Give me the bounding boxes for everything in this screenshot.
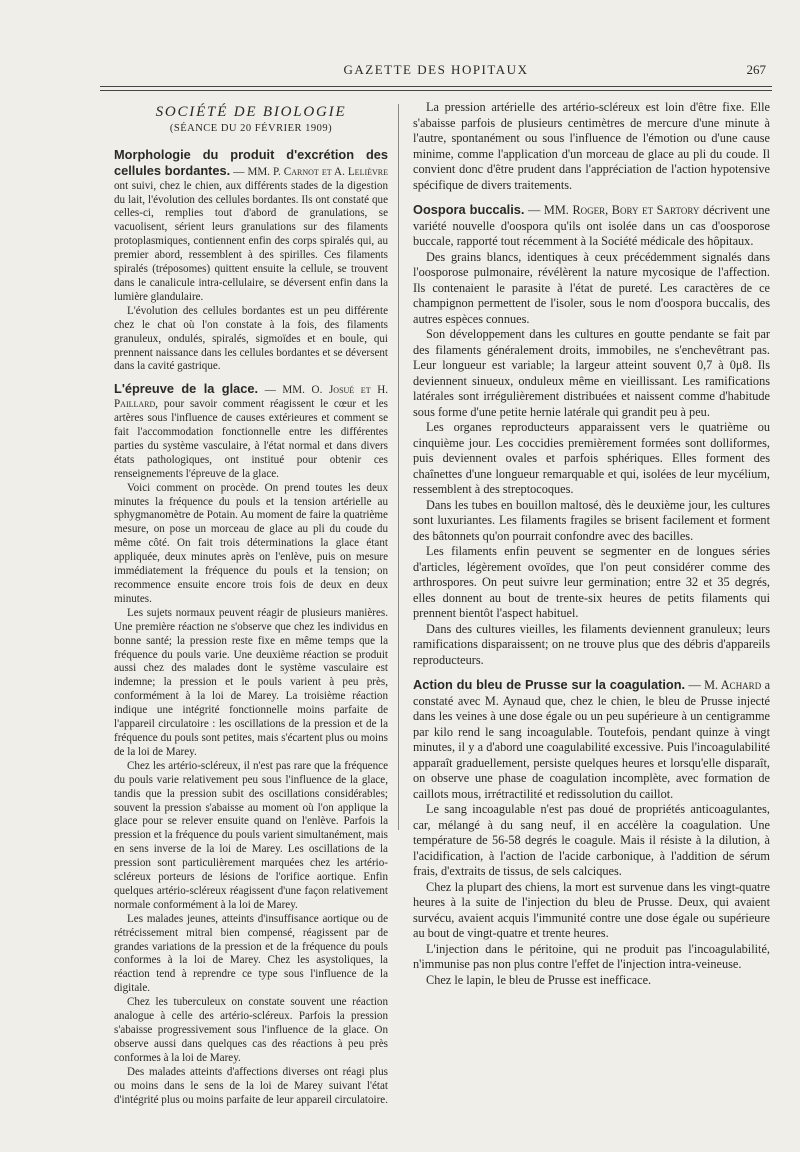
page-number: 267 [746,62,766,77]
article-authors: — MM. P. Carnot et A. Lelièvre [233,165,389,178]
paragraph: Les malades jeunes, atteints d'insuffisance aortique ou de rétrécissement mitral bien compensé, réagissent par de grandes variations de la pression et de la fréquence du pouls conformes à la loi de Marey. Chez les asystoliques, la réaction tend à reprendre ce type sous l'influence de la digitale. [114,912,388,995]
paragraph: ont suivi, chez le chien, aux différents stades de la digestion du lait, l'évolution des cellules bordantes. Ils ont constaté que celles-ci, remplies tout d'abord de granulations, se vacuolisent, sérient leurs granulations sur des filaments protoplasmiques, contiennent enfin des corps spiralés qui, au premier abord, ressemblent à des spirilles. Ces filaments spiralés (tréposomes) quittent ensuite la cellule, se trouvent dans le canalicule intra-cellulaire, se déversent enfin dans la lumière glandulaire. [114,179,388,303]
paragraph: L'injection dans le péritoine, qui ne produit pas l'incoagulabilité, n'immunise pas non plus contre l'effet de l'injection intra-veineuse. [413,941,770,971]
left-column [114,100,388,1107]
paragraph: Les sujets normaux peuvent réagir de plusieurs manières. Une première réaction ne s'observe que chez les individus en bonne santé; la pression reste fixe en même temps que la fréquence du pouls varie. Une deuxième réaction se produit aussi chez des malades dont le système vasculaire est indemne; la pression et le pouls varient à peu près, conformément à la loi de Marey. La troisième réaction indique une intégrité fonctionnelle moins parfaite de l'appareil circulatoire : les oscillations de la pression et de la fréquence du pouls sont petites, mais s'écartent plus ou moins de la loi de Marey. [114,606,388,758]
paragraph: La pression artérielle des artério-scléreux est loin d'être fixe. Elle s'abaisse parfois de plusieurs centimètres de mercure d'une minute à l'autre, spontanément ou sous l'influence de l'émotion ou d'une cause minime, comme l'application d'un morceau de glace au pli du coude. Il convient donc d'être prudent dans l'appréciation de l'action hypotensive spécifique de divers traitements. [413,100,770,192]
right-column [413,100,770,988]
paragraph: Chez les artério-scléreux, il n'est pas rare que la fréquence du pouls varie relativement peu sous l'influence de la glace, tandis que la pression subit des oscillations considérables; souvent la pression s'abaisse au moment où l'on applique la glace pour se relever ensuite quand on l'enlève. Parfois la pression et la fréquence du pouls varient simultanément, mais en sens inverse de la loi de Marey. Les oscillations de la pression sont particulièrement marquées chez les artério-scléreux porteurs de lésions de l'orifice aortique. Enfin quelques artério-scléreux réagissent d'une façon relativement normale conformément à la loi de Marey. [114,759,388,911]
article-morphologie [114,148,388,305]
paragraph: Les filaments enfin peuvent se segmenter en de longues séries d'articles, légèrement ovoïdes, que l'on peut considérer comme des arthrospores. On peut suivre leur germination; entre 32 et 35 degrés, elles donnent au bout de trente-six heures de petits filaments qui prennent bientôt l'aspect habituel. [413,544,770,620]
paragraph: Le sang incoagulable n'est pas doué de propriétés anticoagulantes, car, mélangé à du sang neuf, il en accélère la coagulation. Une température de 56-58 degrés le coagule. Mais il résiste à la dilution, à l'acidification, à l'action de l'acide carbonique, à l'addition de sérum frais, d'extraits de tissus, de sels calciques. [413,802,770,878]
paragraph: pour savoir comment réagissent le cœur et les artères sous l'influence de causes extérieures et comment se fait l'accommodation fonctionnelle entre les différentes parties du système vasculaire, à l'état normal et dans divers états pathologiques, ont institué pour obtenir ces renseignements l'épreuve de la glace. [114,398,388,480]
paragraph: Son développement dans les cultures en goutte pendante se fait par des filaments généralement droits, immobiles, ne s'enchevêtrant pas. Leur longueur est variable; la largeur atteint souvent 0,7 à 0μ8. Ils deviennent sinueux, onduleux même en vieillissant. Les ramifications latérales sont irrégulièrement distribuées et naissent comme d'habitude sous forme d'une petite hernie latérale qui grandit peu à peu. [413,327,770,419]
paragraph: Voici comment on procède. On prend toutes les deux minutes la fréquence du pouls et la tension artérielle au sphygmanomètre de Potain. Au moment de faire la quatrième mesure, on pose un morceau de glace au pli du coude du même côté. On fait trois déterminations la glace étant appliquée, deux minutes après on l'enlève, puis on mesure immédiatement la fréquence du pouls et la tension; on recommence ensuite encore trois fois de deux en deux minutes. [114,481,388,605]
article-authors: — M. Achard [688,678,762,692]
article-bleu-de-prusse [413,677,770,802]
paragraph: L'évolution des cellules bordantes est un peu différente chez le chat où l'on constate à la fois, des filaments granuleux, ondulés, spiralés, sigmoïdes et en boule, qui prennent naissance dans les cellules bordantes et se déversent dans la cavité gastrique. [114,304,388,373]
article-title: Action du bleu de Prusse sur la coagulation. [413,677,686,692]
paragraph: décrivent une variété nouvelle d'oospora qu'ils ont isolée dans un cas d'oosporose buccale, rapporté tout récemment à la Société médicale des hôpitaux. [413,203,771,248]
paragraph: Des malades atteints d'affections diverses ont réagi plus ou moins dans le sens de la loi de Marey suivant l'état d'intégrité plus ou moins parfaite de leur appareil circulatoire. [114,1065,389,1106]
article-oospora [413,202,770,250]
column-divider [398,104,399,830]
seance-date: (SÉANCE DU 20 FÉVRIER 1909) [169,122,333,134]
article-epreuve-glace [114,382,388,481]
running-header [100,62,772,84]
header-rule-top [100,86,772,87]
paragraph: a constaté avec M. Aynaud que, chez le chien, le bleu de Prusse injecté dans les veines à une dose égale ou un peu supérieure à un centigramme par kilo rend le sang incoagulable. Toutefois, pendant quinze à vingt minutes, il y a d'abord une coagulabilité excessive. Puis l'incoagulabilité apparaît graduellement, persiste quelques heures et lorsqu'elle disparaît, on observe une phase de coagulation incomplète, avec formation de caillots mous, irrétractilité et redissolution du caillot. [413,678,771,801]
paragraph: Les organes reproducteurs apparaissent vers le quatrième ou cinquième jour. Les coccidies premièrement formées sont dolliformes, puis deviennent ovales et parfois sphériques. Elles forment des chaînettes d'une longueur remarquable et qui, isolées de leur mycélium, ressemblent à des streptocoques. [413,420,770,496]
article-title: Morphologie du produit d'excrétion des cellules bordantes. [114,146,388,178]
paragraph: Chez les tuberculeux on constate souvent une réaction analogue à celle des artério-scléreux. Parfois la pression s'abaisse progressivement sous l'influence de la glace. On observe aussi dans quelques cas des réactions à peu près conformes à la loi de Marey. [114,996,388,1064]
article-title: Oospora buccalis. [413,202,525,217]
paragraph: Des grains blancs, identiques à ceux précédemment signalés dans l'oosporose pulmonaire, révélèrent la nature mycosique de l'affection. Ils contenaient le parasite à l'état de pureté. Les caractères de ce champignon permettent de l'isoler, sous le nom d'oospora buccalis, des autres espèces connues. [413,249,770,326]
article-authors: — MM. Roger, Bory et Sartory [528,203,700,217]
society-title: SOCIÉTÉ DE BIOLOGIE [155,104,347,120]
article-authors: — MM. O. Josué et H. Paillard, [114,384,388,411]
paragraph: Chez le lapin, le bleu de Prusse est inefficace. [426,972,652,987]
paragraph: Dans des cultures vieilles, les filaments deviennent granuleux; leurs ramifications disparaissent; on ne trouve plus que des débris d'appareils reproducteurs. [413,621,770,667]
header-rule-bottom [100,90,772,91]
journal-title: GAZETTE DES HOPITAUX [343,62,529,77]
paragraph: Chez la plupart des chiens, la mort est survenue dans les vingt-quatre heures à la suite de l'injection du bleu de Prusse. Deux, qui avaient survécu, avaient acquis l'immunité contre une dose égale ou supérieure au bout de vingt-quatre et trente heures. [413,879,770,940]
paragraph: Dans les tubes en bouillon maltosé, dès le deuxième jour, les cultures sont luxuriantes. Les filaments fragiles se brisent facilement et forment des bâtonnets qu'on pourrait confondre avec des bacilles. [413,497,770,543]
article-title: L'épreuve de la glace. [114,381,259,397]
